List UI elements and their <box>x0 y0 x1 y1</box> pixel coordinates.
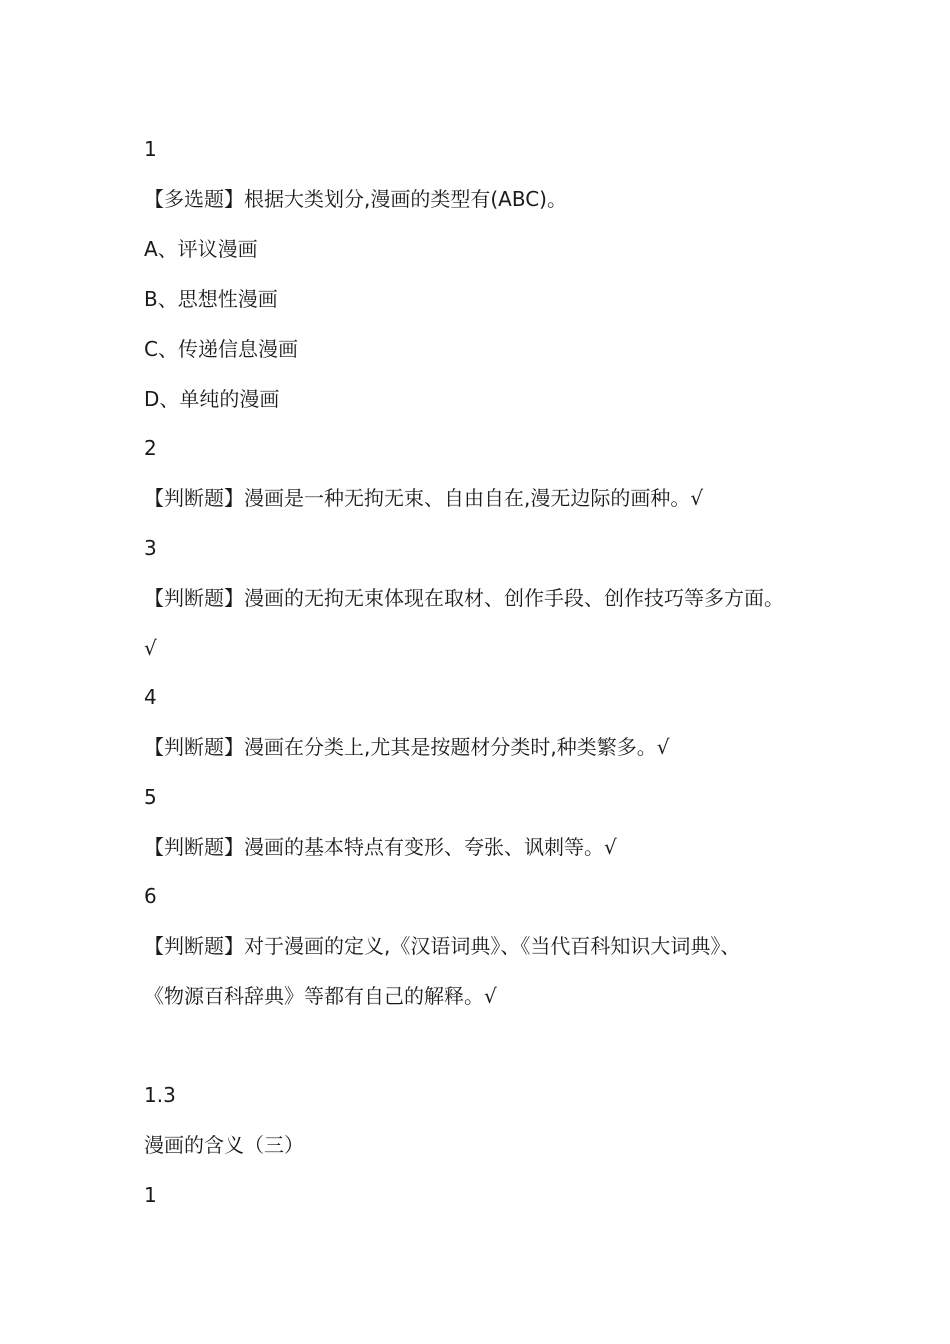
question-number: 3 <box>144 536 157 560</box>
question-number: 1 <box>144 1183 157 1207</box>
section-title: 漫画的含义（三） <box>144 1133 304 1157</box>
question-number: 5 <box>144 785 157 809</box>
question-text: 【判断题】漫画的基本特点有变形、夸张、讽刺等。√ <box>144 835 617 859</box>
option-a: A、评议漫画 <box>144 237 258 261</box>
option-c: C、传递信息漫画 <box>144 337 298 361</box>
section-number: 1.3 <box>144 1083 176 1107</box>
question-text: 【判断题】漫画的无拘无束体现在取材、创作手段、创作技巧等多方面。 <box>144 586 784 610</box>
question-number: 2 <box>144 436 157 460</box>
question-text-line1: 【判断题】对于漫画的定义,《汉语词典》、《当代百科知识大词典》、 <box>144 934 741 958</box>
question-text-line2: 《物源百科辞典》等都有自己的解释。√ <box>144 984 497 1008</box>
question-text: 【判断题】漫画是一种无拘无束、自由自在,漫无边际的画种。√ <box>144 486 704 510</box>
question-number: 6 <box>144 884 157 908</box>
question-number: 1 <box>144 137 157 161</box>
question-text: 【判断题】漫画在分类上,尤其是按题材分类时,种类繁多。√ <box>144 735 670 759</box>
option-d: D、单纯的漫画 <box>144 387 280 411</box>
question-text: 【多选题】根据大类划分,漫画的类型有(ABC)。 <box>144 187 567 211</box>
option-b: B、思想性漫画 <box>144 287 278 311</box>
answer-mark: √ <box>144 636 157 660</box>
question-number: 4 <box>144 685 157 709</box>
